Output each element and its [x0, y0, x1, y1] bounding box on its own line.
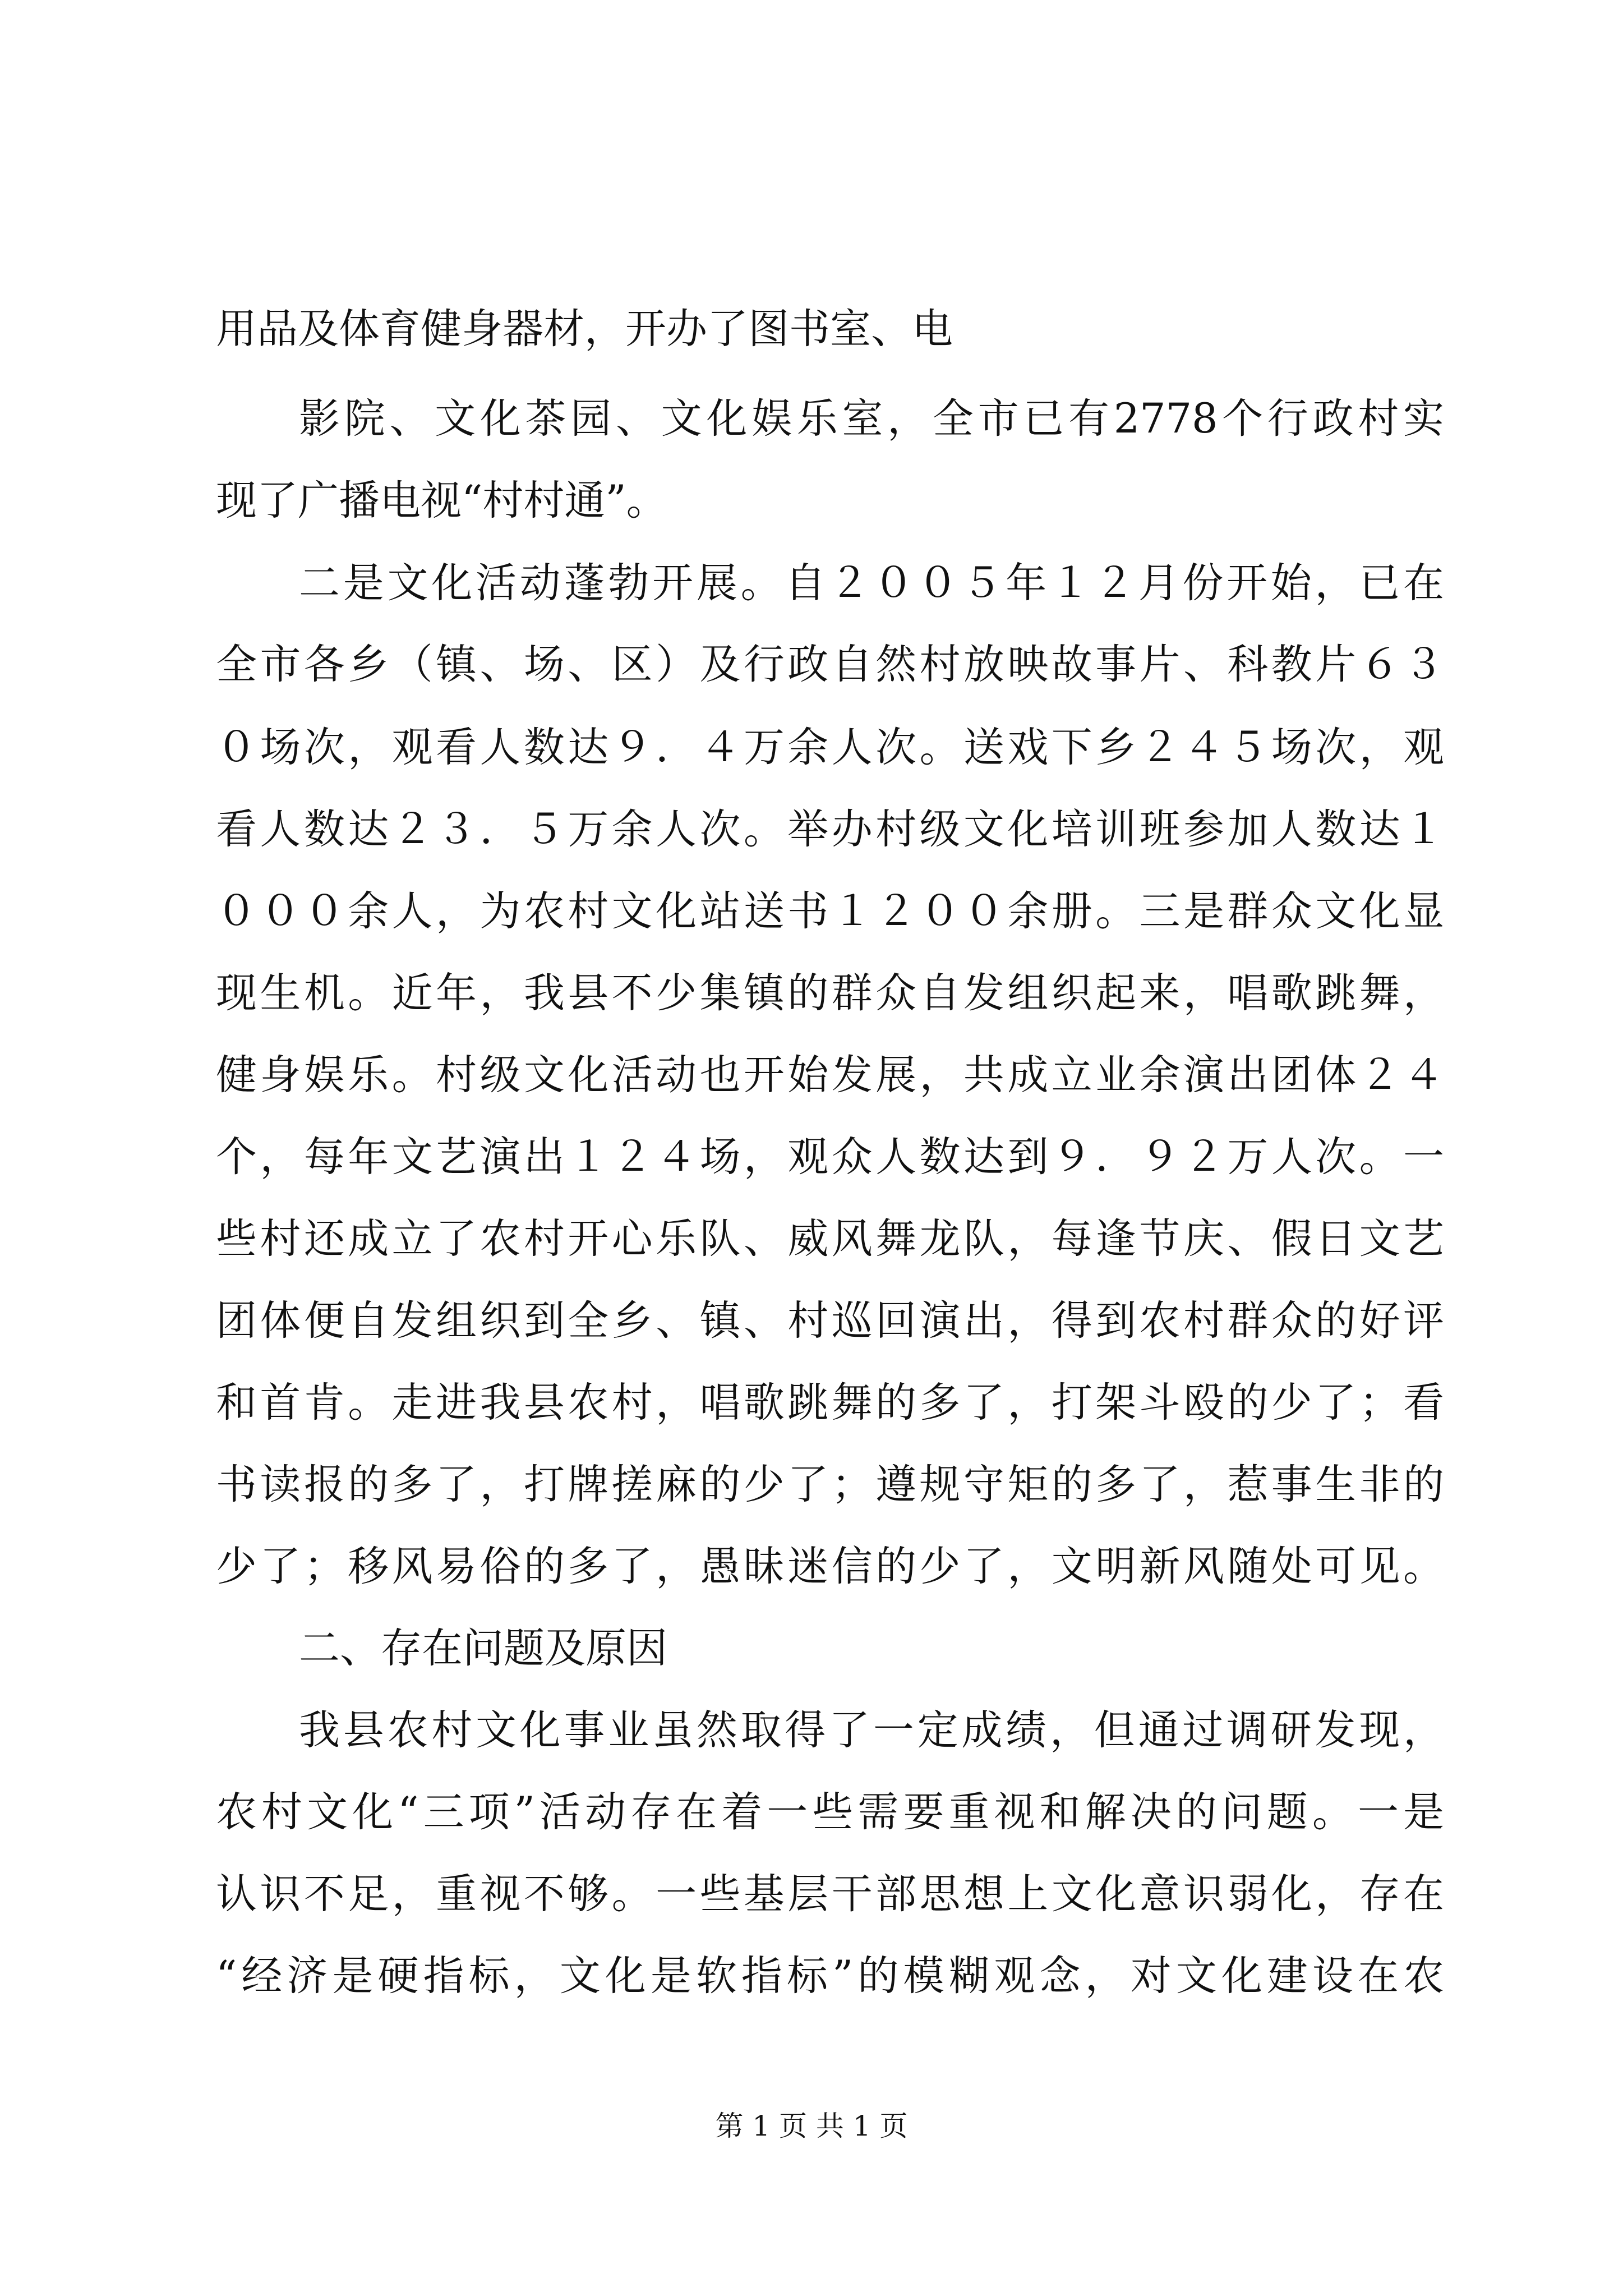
text-line: 健身娱乐。村级文化活动也开始发展，共成立业余演出团体２４ — [216, 1051, 1444, 1099]
text-line: 少了；移风易俗的多了，愚昧迷信的少了，文明新风随处可见。 — [216, 1543, 1444, 1590]
text-line: 农村文化“三项”活动存在着一些需要重视和解决的问题。一是 — [216, 1788, 1444, 1836]
text-line: 看人数达２３．５万余人次。举办村级文化培训班参加人数达１ — [216, 806, 1444, 853]
text-line: 书读报的多了，打牌搓麻的少了；遵规守矩的多了，惹事生非的 — [216, 1461, 1444, 1508]
section-heading: 二、存在问题及原因 — [299, 1625, 667, 1672]
text-line: “经济是硬指标，文化是软指标”的模糊观念，对文化建设在农 — [216, 1952, 1444, 2000]
text-line: ０００余人，为农村文化站送书１２００余册。三是群众文化显 — [216, 887, 1444, 935]
text-line: 用品及体育健身器材，开办了图书室、电 — [216, 305, 953, 353]
text-line: 个，每年文艺演出１２４场，观众人数达到９．９２万人次。一 — [216, 1133, 1444, 1181]
text-line: 现了广播电视“村村通”。 — [216, 477, 667, 524]
text-line: 全市各乡（镇、场、区）及行政自然村放映故事片、科教片６３ — [216, 641, 1444, 688]
text-line: ０场次，观看人数达９．４万余人次。送戏下乡２４５场次，观 — [216, 724, 1444, 771]
text-line: 现生机。近年，我县不少集镇的群众自发组织起来，唱歌跳舞， — [216, 969, 1444, 1017]
text-line: 我县农村文化事业虽然取得了一定成绩，但通过调研发现， — [299, 1706, 1444, 1754]
text-line: 团体便自发组织到全乡、镇、村巡回演出，得到农村群众的好评 — [216, 1297, 1444, 1345]
page-number-footer: 第 1 页 共 1 页 — [715, 2110, 908, 2142]
text-line: 影院、文化茶园、文化娱乐室，全市已有2778个行政村实 — [299, 395, 1444, 443]
text-line: 和首肯。走进我县农村，唱歌跳舞的多了，打架斗殴的少了；看 — [216, 1379, 1444, 1427]
text-line: 二是文化活动蓬勃开展。自２００５年１２月份开始，已在 — [299, 559, 1444, 607]
text-line: 认识不足，重视不够。一些基层干部思想上文化意识弱化，存在 — [216, 1870, 1444, 1918]
text-line: 些村还成立了农村开心乐队、威风舞龙队，每逢节庆、假日文艺 — [216, 1215, 1444, 1263]
